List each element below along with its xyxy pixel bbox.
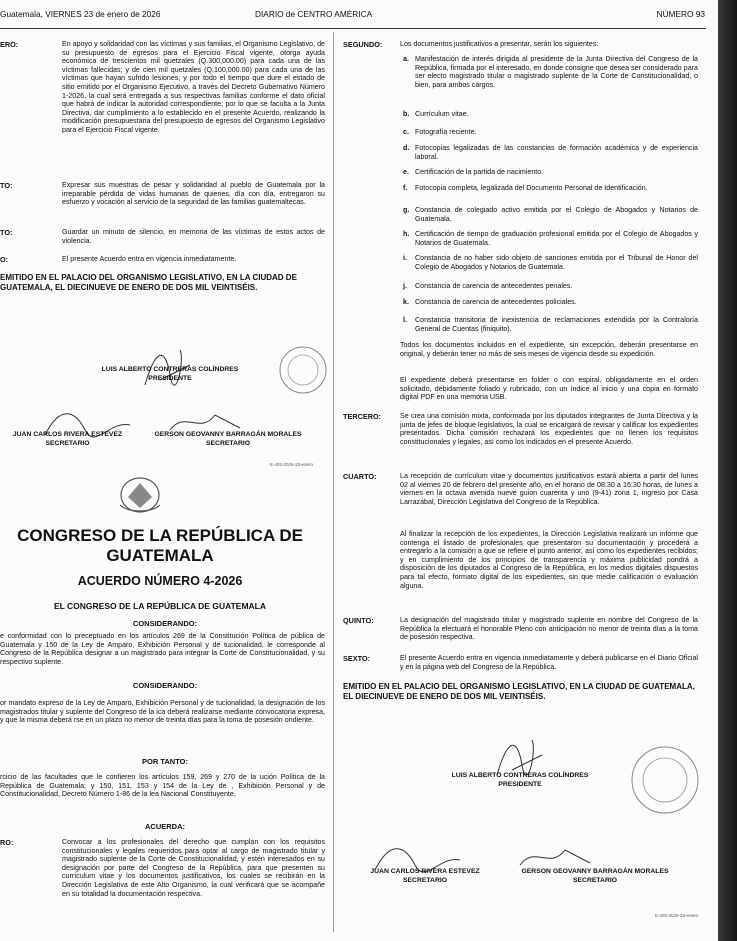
section-heading: POR TANTO: bbox=[142, 757, 188, 766]
article-text: Se crea una comisión mixta, conformada por los diputados integrantes de Junta Directiva y la junta de jefes de bloque legislativos, la cual se encargará de revisar y calificar los expedientes presentados. Dicha comisión rechazará los expedientes que no llenen los requisitos constitucionales y legales, así como los indicados en el presente Acuerdo. bbox=[400, 412, 698, 446]
considerando-text: e conformidad con lo preceptuado en los artículos 269 de la Constitución Política de pública de Guatemala y 150 de la Ley de Amparo, Exhibición Personal y de tucionalidad, le corresponde al Congreso de la República designar a un magistrado para integrar la Corte de Constitucionalidad, y su respectivo suplente. bbox=[0, 632, 325, 666]
official-seal bbox=[278, 345, 328, 395]
document-list-item bbox=[403, 282, 698, 291]
emission-statement: EMITIDO EN EL PALACIO DEL ORGANISMO LEGISLATIVO, EN LA CIUDAD DE GUATEMALA, EL DIECINUEVE DE ENERO DE DOS MIL VEINTISÉIS. bbox=[343, 682, 695, 701]
header-rule bbox=[0, 28, 706, 29]
portanto-text: rcicio de las facultades que le confieren los artículos 159, 269 y 270 de la ución Política de la República de Guatemala; y 150, 151, 153 y 154 de la Ley de , Exhibición Personal y de Constitucionalidad, Decreto Número 1-86 de la lea Nacional Constituyente, bbox=[0, 773, 325, 799]
list-item-letter: l. bbox=[403, 316, 407, 324]
reference-code: E-403-2026-23-enero bbox=[655, 913, 699, 918]
list-item-letter: d. bbox=[403, 144, 410, 152]
list-item-letter: i. bbox=[403, 254, 407, 262]
considerando-text: or mandato expreso de la Ley de Amparo, Exhibición Personal y de tucionalidad, la designación de los magistrados titular y suplente del Congreso de la ica deberá realizarse mediante convocatoria expresa, y que la misma deberá rse en un plazo no menor de treinta días para la toma de posesión ondiente. bbox=[0, 699, 325, 725]
article-text: Convocar a los profesionales del derecho que cumplan con los requisitos constitucionales y legales requeridos para optar al cargo de magistrado titular y magistrado suplente de la Corte de Constitucionalidad, y estén interesados en su designación por parte del Congreso de la República, para que presenten su currículum vitae y los documentos justificativos, los cuales se recibirán en la Dirección Legislativa de este Alto Organismo, la cual verificará que se acompañe en su totalidad la documentación respectiva. bbox=[62, 838, 325, 898]
section-heading: CONSIDERANDO: bbox=[132, 619, 198, 628]
list-item-text: Fotografía reciente. bbox=[415, 128, 477, 136]
list-item-text: Constancia de colegiado activo emitida por el Colegio de Abogados y Notarios de Guatemala. bbox=[415, 206, 698, 223]
list-item-text: Certificación de la partida de nacimiento. bbox=[415, 168, 544, 176]
president-title: PRESIDENTE bbox=[148, 375, 192, 382]
secretary-2-name: GERSON GEOVANNY BARRAGÁN MORALES bbox=[154, 431, 302, 438]
secretary-1-title: SECRETARIO bbox=[45, 440, 90, 447]
document-list-item bbox=[403, 254, 698, 271]
page-edge-shadow bbox=[718, 0, 737, 941]
list-item-letter: c. bbox=[403, 128, 409, 136]
list-item-text: Constancia transitoria de inexistencia de reclamaciones extendida por la Contraloría General de Cuentas (finiquito). bbox=[415, 316, 698, 333]
page-header bbox=[0, 6, 705, 22]
congress-subtitle: EL CONGRESO DE LA REPÚBLICA DE GUATEMALA bbox=[53, 601, 267, 611]
article-label: O: bbox=[0, 255, 9, 264]
list-item-text: Fotocopias legalizadas de las constancias de formación académica y de experiencia laboral. bbox=[415, 144, 698, 161]
article-text: Al finalizar la recepción de los expedientes, la Dirección Legislativa realizará un informe que contenga el listado de profesionales que presentaron su documentación y procederá a entregarlo a la comisión a que se refiere el punto anterior, así como los expedientes recibidos; y en cumplimiento de los principios de transparencia y máxima publicidad pondrá a disposición de los diputados al Congreso de la República, en los medios digitales dispuestos para tal efecto, formato digital de los expedientes, sin que medie calificación o evaluación alguna. bbox=[400, 530, 698, 590]
list-item-text: Certificación de tiempo de graduación profesional emitida por el Colegio de Abogados y Notarios de Guatemala. bbox=[415, 230, 698, 247]
article-text: El presente Acuerdo entra en vigencia inmediatamente. bbox=[62, 255, 237, 263]
document-list-item bbox=[403, 55, 698, 89]
section-heading: ACUERDA: bbox=[145, 822, 185, 831]
document-list-item bbox=[403, 298, 698, 307]
coat-of-arms-icon bbox=[118, 475, 162, 515]
secretary-1-name: JUAN CARLOS RIVERA ESTEVEZ bbox=[370, 868, 480, 875]
article-text: Todos los documentos incluidos en el expediente, sin excepción, deberán presentarse en original, y deberán tener no más de seis meses de vigencia desde su expedición. bbox=[400, 341, 698, 358]
list-item-letter: a. bbox=[403, 55, 409, 63]
article-text: El presente Acuerdo entra en vigencia inmediatamente y deberá publicarse en el Diario Oficial y en la página web del Congreso de la República. bbox=[400, 654, 698, 671]
article-text: Expresar sus muestras de pesar y solidaridad al pueblo de Guatemala por la irreparable pérdida de vidas humanas de quienes, día con día, entregaron su esfuerzo y vocación al servicio de la seguridad de las familias guatemaltecas. bbox=[62, 181, 325, 207]
article-label: SEXTO: bbox=[343, 654, 371, 663]
secretary-2-title: SECRETARIO bbox=[205, 440, 251, 447]
list-item-text: Constancia de carencia de antecedentes penales. bbox=[415, 282, 573, 290]
president-name: LUIS ALBERTO CONTRERAS COLÍNDRES bbox=[101, 366, 239, 373]
document-list-item bbox=[403, 184, 698, 193]
article-label: CUARTO: bbox=[343, 472, 377, 481]
list-item-text: Fotocopia completa, legalizada del Documento Personal de Identificación. bbox=[415, 184, 648, 192]
list-item-text: Manifestación de interés dirigida al presidente de la Junta Directiva del Congreso de la República, firmada por el interesado, en donde consigne que desea ser considerado para ser electo magistrado titular o magistrado suplente de la Corte de Constitucionalidad, o bien, para ambos cargos. bbox=[415, 55, 698, 89]
section-heading: CONSIDERANDO: bbox=[132, 681, 198, 690]
reference-code: E-403-2026-23-enero bbox=[270, 462, 314, 467]
article-label: SEGUNDO: bbox=[343, 40, 383, 49]
secretary-1-title: SECRETARIO bbox=[402, 877, 448, 884]
document-list-item bbox=[403, 168, 698, 177]
article-label: RO: bbox=[0, 838, 14, 847]
president-title: PRESIDENTE bbox=[498, 781, 542, 788]
article-label: TO: bbox=[0, 181, 13, 190]
list-item-text: Currículum vitae. bbox=[415, 110, 469, 118]
article-label: TO: bbox=[0, 228, 13, 237]
article-text: La recepción de currículum vitae y documentos justificativos estará abierta a partir del lunes 02 al viernes 20 de febrero del presente año, en el horario de 08:30 a 16:30 horas, de lunes a viernes en la octava avenida nueve guion cuarenta y uno (9-41) zona 1, ingreso por Casa Larrazábal, Dirección Legislativa del Congreso de la República. bbox=[400, 472, 698, 506]
list-item-text: Constancia de no haber sido objeto de sanciones emitida por el Tribunal de Honor del Colegio de Abogados y Notarios de Guatemala. bbox=[415, 254, 698, 271]
document-list-item bbox=[403, 144, 698, 161]
list-item-text: Constancia de carencia de antecedentes policiales. bbox=[415, 298, 577, 306]
column-divider bbox=[333, 32, 334, 932]
list-item-letter: e. bbox=[403, 168, 409, 176]
document-list-item bbox=[403, 230, 698, 247]
list-item-letter: j. bbox=[403, 282, 407, 290]
list-item-letter: g. bbox=[403, 206, 410, 214]
document-list-item bbox=[403, 110, 698, 119]
document-list-item bbox=[403, 128, 698, 137]
document-list-item bbox=[403, 206, 698, 223]
secretary-2-name: GERSON GEOVANNY BARRAGÁN MORALES bbox=[521, 868, 669, 875]
article-label: QUINTO: bbox=[343, 616, 374, 625]
article-label: TERCERO: bbox=[343, 412, 382, 421]
article-text: Los documentos justificativos a presentar, serán los siguientes: bbox=[400, 40, 599, 48]
official-seal bbox=[630, 745, 700, 815]
header-issue-number: NÚMERO 93 bbox=[656, 9, 705, 19]
header-date: Guatemala, VIERNES 23 de enero de 2026 bbox=[0, 9, 161, 19]
header-publication: DIARIO de CENTRO AMÉRICA bbox=[255, 9, 373, 19]
article-label: ERO: bbox=[0, 40, 19, 49]
list-item-letter: f. bbox=[403, 184, 408, 192]
article-text: El expediente deberá presentarse en folder o con espiral, obligadamente en el orden solicitado, debidamente foliado y rubricado, con un índice al inicio y una copia en formato digital PDF en una memoria USB. bbox=[400, 376, 698, 402]
list-item-letter: h. bbox=[403, 230, 410, 238]
secretary-1-name: JUAN CARLOS RIVERA ESTEVEZ bbox=[12, 431, 123, 438]
article-text: En apoyo y solidaridad con las víctimas y sus familias, el Organismo Legislativo, de su presupuesto de egresos para el Ejercicio Fiscal vigente, otorga ayuda económica de trescientos mil quetzales (Q.300,000.00) para cada una de las víctimas fallecidas; y de cien mil quetzales (Q.100,000.00) para cada una de las víctimas que hayan sufrido lesiones, y por todo el tiempo que dure el estado de sitio emitido por el Organismo Ejecutivo, a través del Decreto Gubernativo Número 1-2026, la cual será entregada a sus respectivas familias conforme el dato oficial que habrá de indicar la autoridad correspondiente; por lo que se faculta a la Junta Directiva, dar cumplimiento a lo establecido en el presente Acuerdo, realizando la modificación presupuestaria del presupuesto de egresos del Organismo Legislativo para el Ejercicio Fiscal vigente. bbox=[62, 40, 325, 134]
emission-statement: EMITIDO EN EL PALACIO DEL ORGANISMO LEGISLATIVO, EN LA CIUDAD DE GUATEMALA, EL DIECINUEVE DE ENERO DE DOS MIL VEINTISÉIS. bbox=[0, 273, 297, 292]
secretary-2-title: SECRETARIO bbox=[572, 877, 618, 884]
article-text: La designación del magistrado titular y magistrado suplente en nombre del Congreso de la República la efectuará el honorable Pleno con anticipación no menor de treinta días a la toma de posesión respectiva. bbox=[400, 616, 698, 642]
acuerdo-title: ACUERDO NÚMERO 4-2026 bbox=[77, 574, 243, 588]
document-list-item bbox=[403, 316, 698, 333]
list-item-letter: b. bbox=[403, 110, 410, 118]
list-item-letter: k. bbox=[403, 298, 409, 306]
president-name: LUIS ALBERTO CONTRERAS COLÍNDRES bbox=[451, 772, 589, 779]
article-text: Guardar un minuto de silencio, en memoria de las víctimas de estos actos de violencia. bbox=[62, 228, 325, 245]
congress-title: CONGRESO DE LA REPÚBLICA DE GUATEMALA bbox=[17, 526, 303, 565]
